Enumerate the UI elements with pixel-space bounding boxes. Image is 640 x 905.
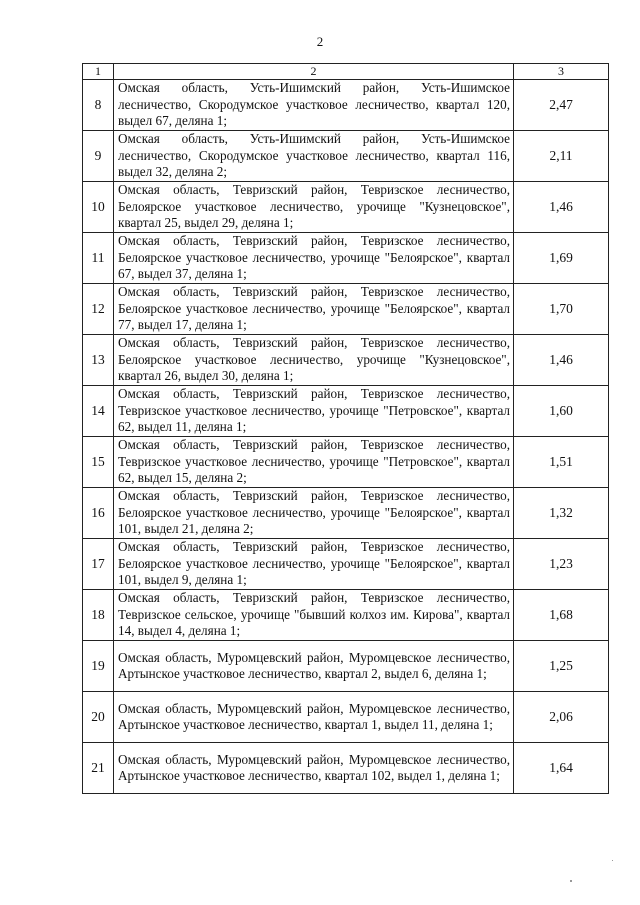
row-number-cell: 20: [83, 692, 114, 743]
forest-plots-table: [82, 63, 609, 794]
location-cell: Омская область, Муромцевский район, Муромцевское лесничество, Артынское участковое лесничество, квартал 1, выдел 11, деляна 1;: [114, 692, 514, 743]
location-cell: Омская область, Тевризский район, Тевризское лесничество, Белоярское участковое лесничество, урочище "Белоярское", квартал 101, выдел 21, деляна 2;: [114, 488, 514, 539]
location-cell: Омская область, Тевризский район, Тевризское лесничество, Белоярское участковое лесничество, урочище "Кузнецовское", квартал 25, выдел 29, деляна 1;: [114, 182, 514, 233]
location-cell: Омская область, Тевризский район, Тевризское лесничество, Тевризское сельское, урочище "бывший колхоз им. Кирова", квартал 14, выдел 4, деляна 1;: [114, 590, 514, 641]
area-cell: 1,68: [514, 590, 609, 641]
area-cell: 1,46: [514, 335, 609, 386]
location-cell: Омская область, Тевризский район, Тевризское лесничество, Тевризское участковое лесничество, урочище "Петровское", квартал 62, выдел 15, деляна 2;: [114, 437, 514, 488]
location-cell: Омская область, Усть-Ишимский район, Усть-Ишимское лесничество, Скородумское участковое лесничество, квартал 116, выдел 32, деляна 2;: [114, 131, 514, 182]
location-cell: Омская область, Усть-Ишимский район, Усть-Ишимское лесничество, Скородумское участковое лесничество, квартал 120, выдел 67, деляна 1;: [114, 80, 514, 131]
table-row: [83, 539, 609, 590]
row-number-cell: 9: [83, 131, 114, 182]
table-row: [83, 80, 609, 131]
table-row: [83, 182, 609, 233]
column-header-2: 2: [114, 64, 514, 80]
row-number-cell: 16: [83, 488, 114, 539]
location-cell: Омская область, Тевризский район, Тевризское лесничество, Тевризское участковое лесничество, урочище "Петровское", квартал 62, выдел 11, деляна 1;: [114, 386, 514, 437]
table-row: [83, 437, 609, 488]
row-number-cell: 10: [83, 182, 114, 233]
table-row: [83, 335, 609, 386]
row-number-cell: 21: [83, 743, 114, 794]
location-cell: Омская область, Муромцевский район, Муромцевское лесничество, Артынское участковое лесничество, квартал 102, выдел 1, деляна 1;: [114, 743, 514, 794]
row-number-cell: 18: [83, 590, 114, 641]
table-row: [83, 590, 609, 641]
table-row: [83, 641, 609, 692]
scan-speck: [570, 880, 572, 882]
area-cell: 2,11: [514, 131, 609, 182]
area-cell: 1,25: [514, 641, 609, 692]
area-cell: 1,60: [514, 386, 609, 437]
area-cell: 1,64: [514, 743, 609, 794]
table-row: [83, 488, 609, 539]
table-row: [83, 131, 609, 182]
scan-speck: [612, 860, 613, 861]
table-row: [83, 692, 609, 743]
location-cell: Омская область, Тевризский район, Тевризское лесничество, Белоярское участковое лесничество, урочище "Белоярское", квартал 67, выдел 37, деляна 1;: [114, 233, 514, 284]
location-cell: Омская область, Тевризский район, Тевризское лесничество, Белоярское участковое лесничество, урочище "Белоярское", квартал 101, выдел 9, деляна 1;: [114, 539, 514, 590]
column-header-1: 1: [83, 64, 114, 80]
row-number-cell: 12: [83, 284, 114, 335]
row-number-cell: 14: [83, 386, 114, 437]
row-number-cell: 11: [83, 233, 114, 284]
column-header-3: 3: [514, 64, 609, 80]
row-number-cell: 19: [83, 641, 114, 692]
area-cell: 1,23: [514, 539, 609, 590]
table-row: [83, 284, 609, 335]
table-header-row: [83, 64, 609, 80]
location-cell: Омская область, Тевризский район, Тевризское лесничество, Белоярское участковое лесничество, урочище "Белоярское", квартал 77, выдел 17, деляна 1;: [114, 284, 514, 335]
area-cell: 1,46: [514, 182, 609, 233]
table-row: [83, 743, 609, 794]
location-cell: Омская область, Тевризский район, Тевризское лесничество, Белоярское участковое лесничество, урочище "Кузнецовское", квартал 26, выдел 30, деляна 1;: [114, 335, 514, 386]
table-row: [83, 386, 609, 437]
page-number: 2: [316, 34, 324, 49]
row-number-cell: 13: [83, 335, 114, 386]
table-row: [83, 233, 609, 284]
row-number-cell: 15: [83, 437, 114, 488]
area-cell: 1,69: [514, 233, 609, 284]
area-cell: 2,47: [514, 80, 609, 131]
area-cell: 2,06: [514, 692, 609, 743]
location-cell: Омская область, Муромцевский район, Муромцевское лесничество, Артынское участковое лесничество, квартал 2, выдел 6, деляна 1;: [114, 641, 514, 692]
area-cell: 1,32: [514, 488, 609, 539]
area-cell: 1,51: [514, 437, 609, 488]
area-cell: 1,70: [514, 284, 609, 335]
row-number-cell: 17: [83, 539, 114, 590]
row-number-cell: 8: [83, 80, 114, 131]
